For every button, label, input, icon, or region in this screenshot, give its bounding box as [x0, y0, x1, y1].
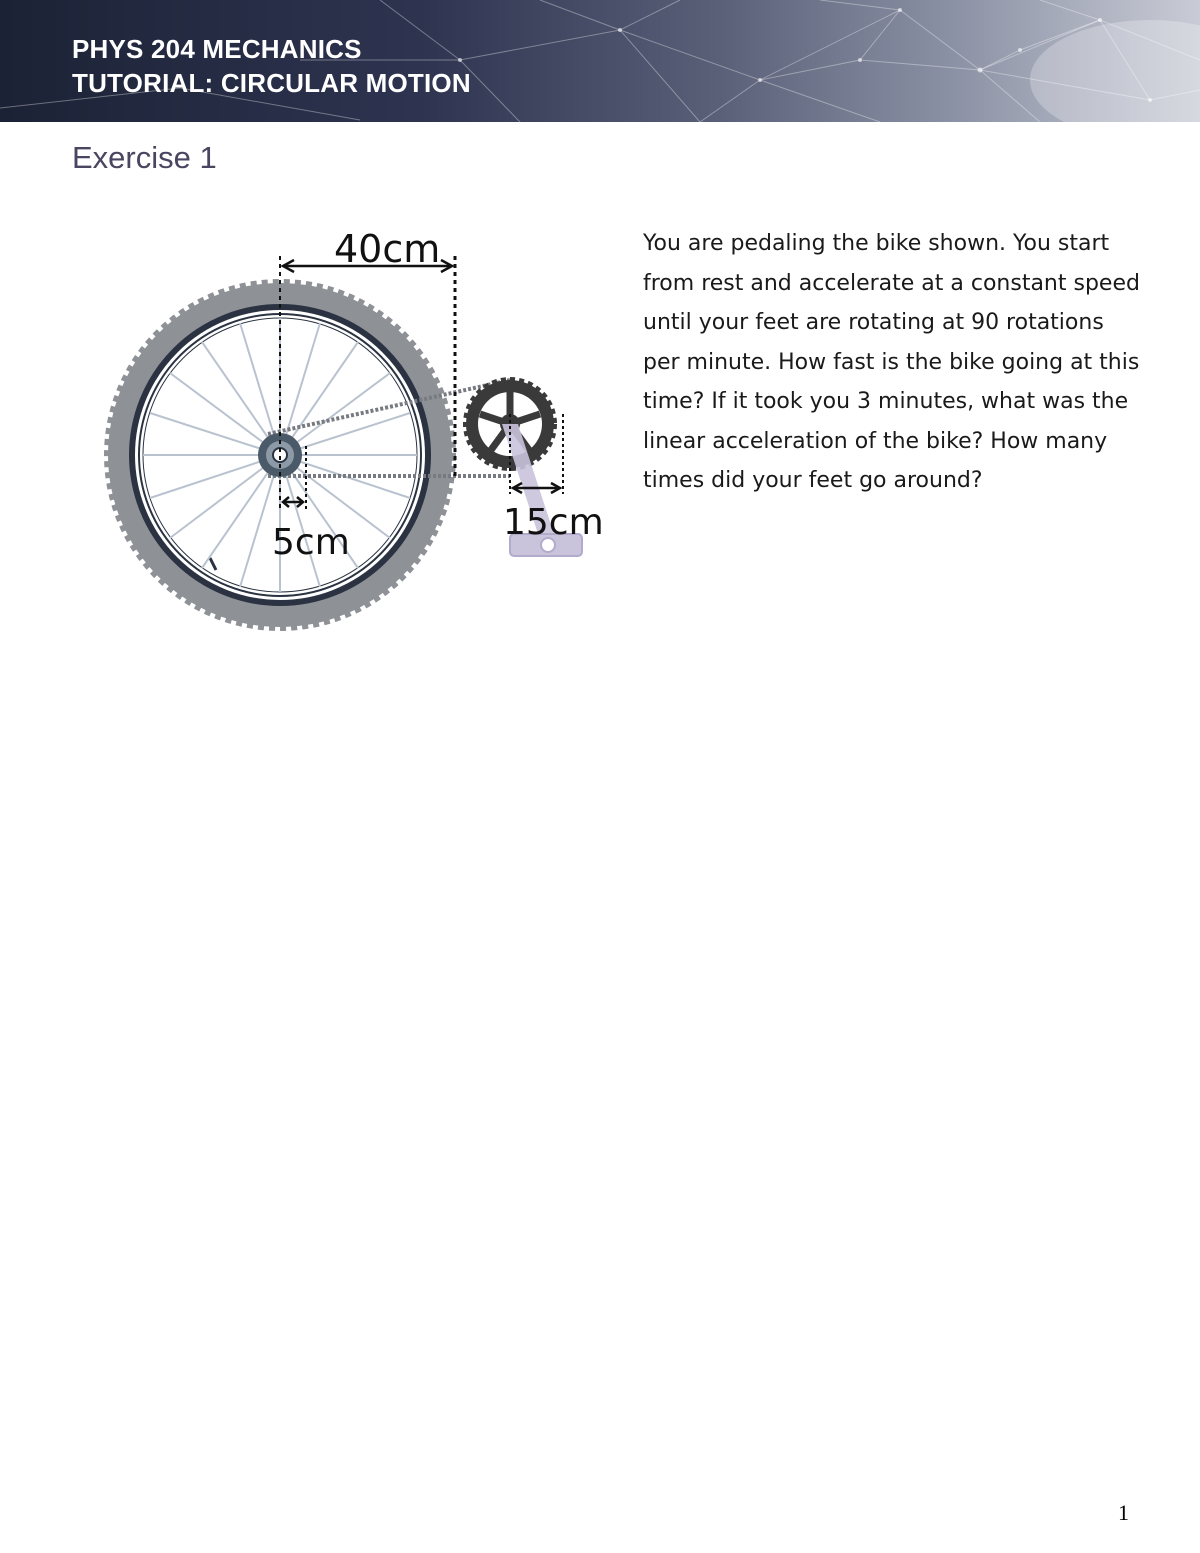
exercise-heading: Exercise 1: [72, 140, 217, 175]
bike-wheel-diagram: [90, 218, 620, 638]
header-banner: [0, 0, 1200, 122]
wheel-radius-label: 40cm: [334, 227, 441, 271]
page-number: 1: [1118, 1500, 1129, 1525]
course-title: PHYS 204 MECHANICS: [72, 34, 362, 64]
tutorial-title: TUTORIAL: CIRCULAR MOTION: [72, 68, 471, 98]
sprocket-radius-label: 5cm: [272, 522, 350, 563]
problem-text: You are pedaling the bike shown. You start from rest and accelerate at a constant speed until your feet are rotating at 90 rotations per minute. How fast is the bike going at this time? If it took you 3 minutes, what was the linear acceleration of the bike? How many times did your feet go around?: [643, 231, 1140, 493]
rear-sprocket: [258, 433, 302, 477]
crank-length-label: 15cm: [503, 502, 604, 543]
bike-wheel-illustration: [90, 218, 620, 638]
